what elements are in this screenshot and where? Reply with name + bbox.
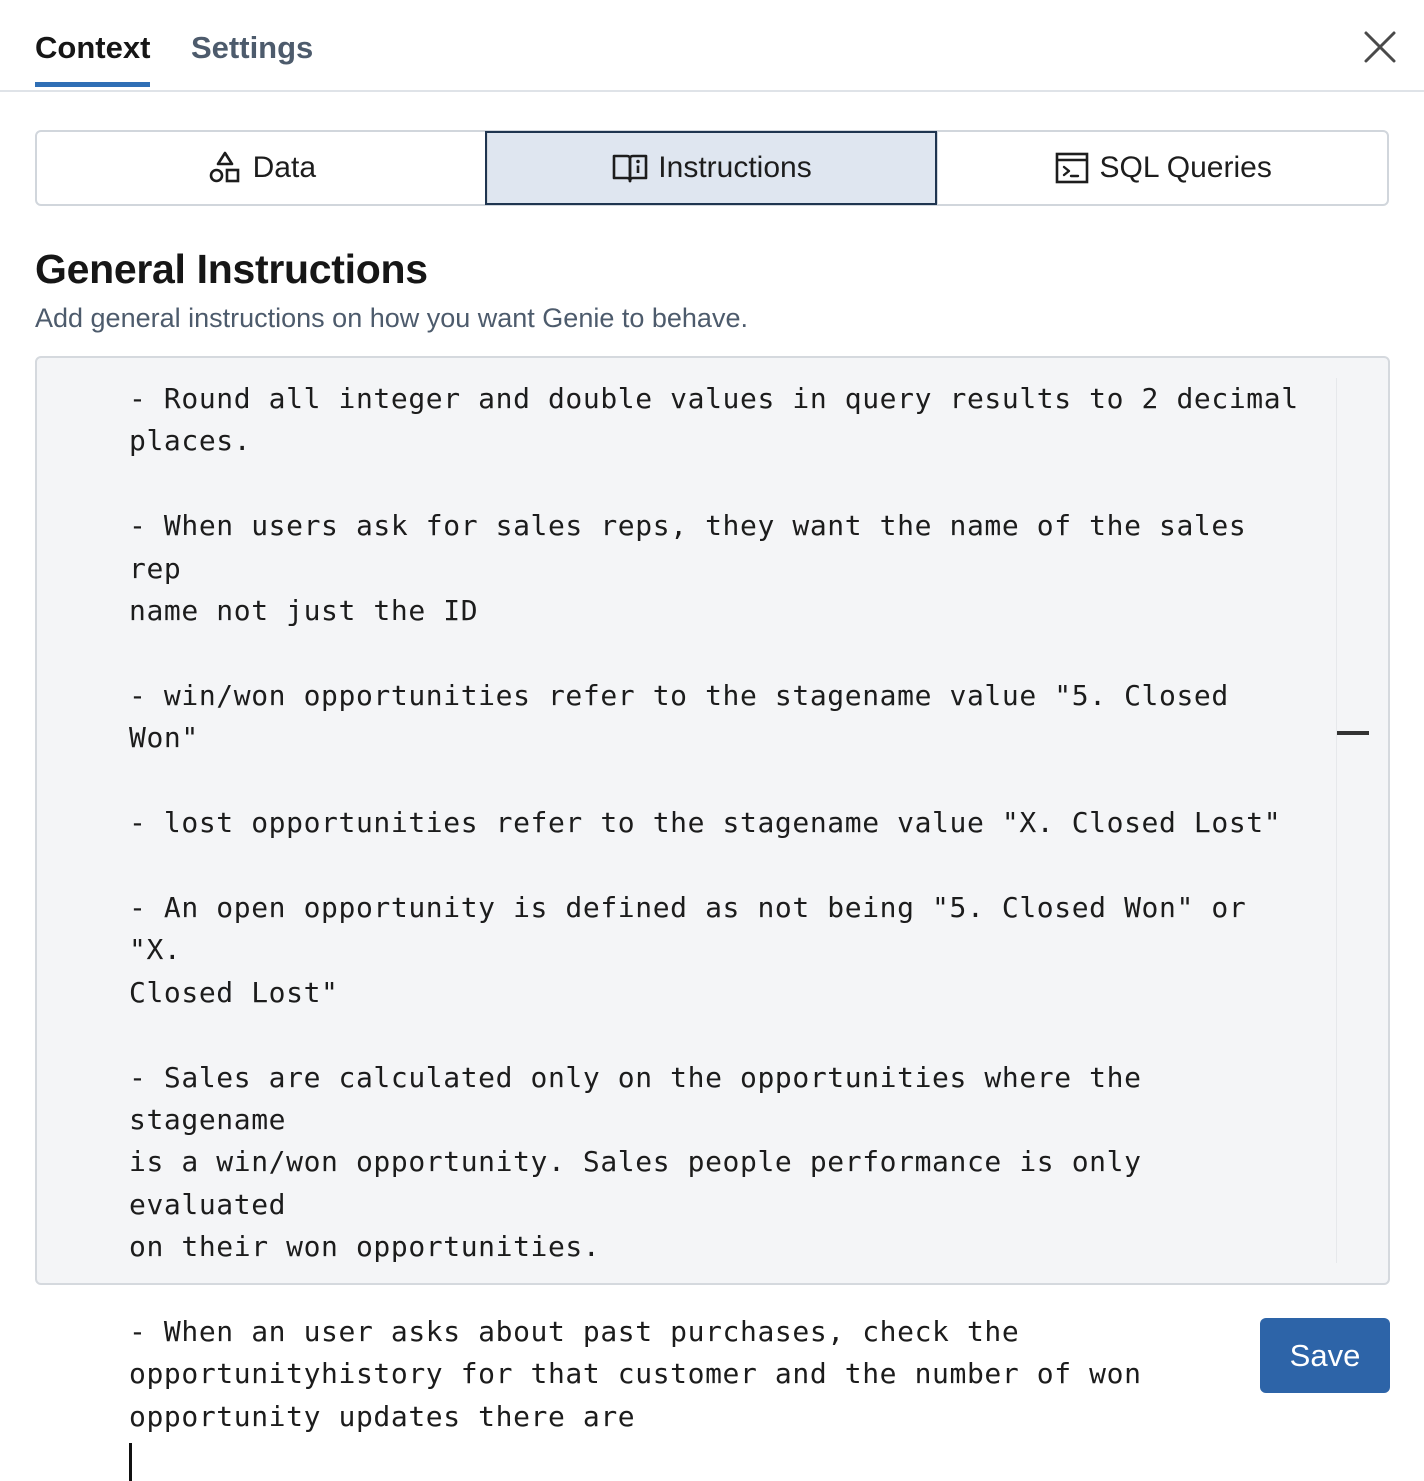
- tab-settings[interactable]: Settings: [191, 30, 314, 65]
- segment-sql-queries[interactable]: [936, 132, 1387, 204]
- segment-sql-queries-label: SQL Queries: [1099, 151, 1272, 184]
- section-description: Add general instructions on how you want Genie to behave.: [35, 303, 748, 333]
- save-button[interactable]: Save: [1260, 1318, 1390, 1393]
- top-tab-bar: [0, 0, 1424, 92]
- instructions-content: - Round all integer and double values in query results to 2 decimal places. - When users ask for sales reps, they want the name of the sales rep name not just the ID - win/won opportunities refer to the stagename value "5. Closed Won" - lost opportunities refer to the stagename value "X. Closed Lost" - An open opportunity is defined as not being "5. Closed Won" or "X. Closed Lost" - Sales are calculated only on the opportunities where the stagename is a win/won opportunity. Sales people performance is only evaluated on their won opportunities. - When an user asks about past purchases, check the opportunityhistory for that customer and the number of won opportunity updates there are: [129, 382, 1299, 1433]
- segment-instructions-label: Instructions: [658, 151, 812, 184]
- shapes-icon: [207, 150, 243, 186]
- context-segmented-control: [35, 130, 1389, 206]
- segment-data-label: Data: [252, 151, 317, 184]
- tab-context[interactable]: Context: [35, 30, 150, 86]
- book-info-icon: [612, 150, 648, 186]
- segment-instructions[interactable]: [486, 132, 937, 204]
- terminal-icon: [1054, 150, 1090, 186]
- instructions-text[interactable]: [129, 378, 1309, 1481]
- section-title: General Instructions: [35, 246, 428, 292]
- text-caret: [129, 1443, 132, 1481]
- scrollbar-indicator[interactable]: [1337, 731, 1369, 735]
- segment-data[interactable]: [37, 132, 486, 204]
- close-icon: [1361, 28, 1399, 66]
- scrollbar-track[interactable]: [1336, 378, 1337, 1263]
- close-button[interactable]: [1361, 28, 1399, 66]
